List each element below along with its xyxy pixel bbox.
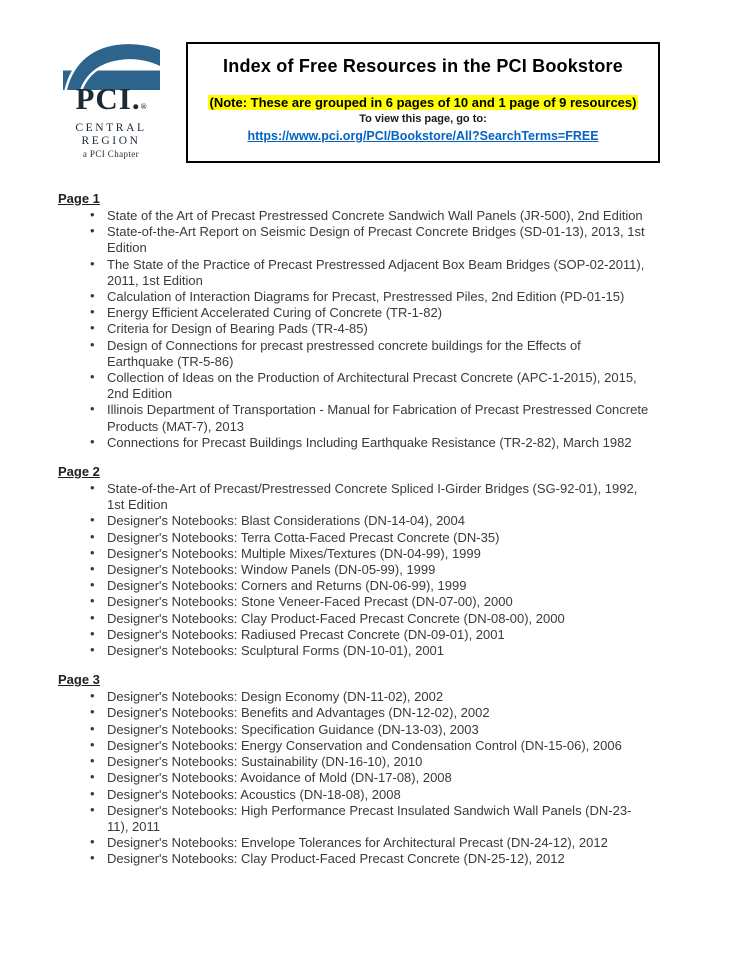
resource-list [58,481,650,659]
list-item: • Designer's Notebooks: Blast Considerations (DN-14-04), 2004 [58,513,650,529]
list-item: • Designer's Notebooks: Window Panels (DN-05-99), 1999 [58,562,650,578]
view-instruction: To view this page, go to: [359,113,487,125]
section-heading: Page 2 [58,464,100,480]
list-item: • Design of Connections for precast prestressed concrete buildings for the Effects of Earthquake (TR-5-86) [58,338,650,370]
list-item: • Designer's Notebooks: Energy Conservation and Condensation Control (DN-15-06), 2006 [58,738,650,754]
list-item: • Designer's Notebooks: Envelope Tolerances for Architectural Precast (DN-24-12), 2012 [58,835,650,851]
resource-list [58,208,650,451]
list-item: • Designer's Notebooks: Specification Guidance (DN-13-03), 2003 [58,722,650,738]
page-section [58,672,650,867]
list-item: • Designer's Notebooks: Stone Veneer-Faced Precast (DN-07-00), 2000 [58,594,650,610]
note-highlight: (Note: These are grouped in 6 pages of 10 and 1 page of 9 resources) [209,95,637,110]
page-section [58,464,650,659]
list-item: • Designer's Notebooks: Sculptural Forms (DN-10-01), 2001 [58,643,650,659]
list-item: • Designer's Notebooks: Radiused Precast Concrete (DN-09-01), 2001 [58,627,650,643]
list-item: • Designer's Notebooks: Design Economy (DN-11-02), 2002 [58,689,650,705]
list-item: • The State of the Practice of Precast Prestressed Adjacent Box Beam Bridges (SOP-02-2011), 2011, 1st Edition [58,257,650,289]
resource-list [58,689,650,867]
logo-line-region: REGION [81,135,141,147]
list-item: • Illinois Department of Transportation - Manual for Fabrication of Precast Prestressed Concrete Products (MAT-7), 2013 [58,402,650,434]
note-row [188,95,658,110]
header-box [186,42,660,163]
list-item: • Designer's Notebooks: High Performance Precast Insulated Sandwich Wall Panels (DN-23-11), 2011 [58,803,650,835]
logo-line-central: CENTRAL [75,122,147,134]
list-item: • State-of-the-Art Report on Seismic Design of Precast Concrete Bridges (SD-01-13), 2013, 1st Edition [58,224,650,256]
list-item: • Calculation of Interaction Diagrams for Precast, Prestressed Piles, 2nd Edition (PD-01-15) [58,289,650,305]
list-item: • Designer's Notebooks: Clay Product-Faced Precast Concrete (DN-08-00), 2000 [58,611,650,627]
list-item: • Designer's Notebooks: Avoidance of Mold (DN-17-08), 2008 [58,770,650,786]
registered-mark: ® [140,102,147,111]
list-item: • Designer's Notebooks: Benefits and Advantages (DN-12-02), 2002 [58,705,650,721]
logo-brand-text: PCI. [75,81,141,116]
list-item: • Designer's Notebooks: Clay Product-Faced Precast Concrete (DN-25-12), 2012 [58,851,650,867]
list-item: • Designer's Notebooks: Sustainability (DN-16-10), 2010 [58,754,650,770]
list-item: • Criteria for Design of Bearing Pads (TR-4-85) [58,321,650,337]
page-section [58,191,650,451]
list-item: • State of the Art of Precast Prestressed Concrete Sandwich Wall Panels (JR-500), 2nd Edition [58,208,650,224]
list-item: • Connections for Precast Buildings Including Earthquake Resistance (TR-2-82), March 1982 [58,435,650,451]
list-item: • Collection of Ideas on the Production of Architectural Precast Concrete (APC-1-2015), 2015, 2nd Edition [58,370,650,402]
link-row [188,128,658,144]
list-item: • Designer's Notebooks: Multiple Mixes/Textures (DN-04-99), 1999 [58,546,650,562]
page-title: Index of Free Resources in the PCI Bookstore [223,56,623,76]
logo-brand [60,81,162,119]
logo-tagline: a PCI Chapter [82,149,140,159]
resource-sections [58,191,650,881]
list-item: • Energy Efficient Accelerated Curing of Concrete (TR-1-82) [58,305,650,321]
list-item: • State-of-the-Art of Precast/Prestressed Concrete Spliced I-Girder Bridges (SG-92-01), 1992, 1st Edition [58,481,650,513]
section-heading: Page 3 [58,672,100,688]
section-heading: Page 1 [58,191,100,206]
list-item: • Designer's Notebooks: Acoustics (DN-18-08), 2008 [58,787,650,803]
list-item: • Designer's Notebooks: Terra Cotta-Faced Precast Concrete (DN-35) [58,530,650,546]
pci-logo [60,42,162,160]
bookstore-link[interactable]: https://www.pci.org/PCI/Bookstore/All?SearchTerms=FREE [247,129,599,143]
list-item: • Designer's Notebooks: Corners and Returns (DN-06-99), 1999 [58,578,650,594]
